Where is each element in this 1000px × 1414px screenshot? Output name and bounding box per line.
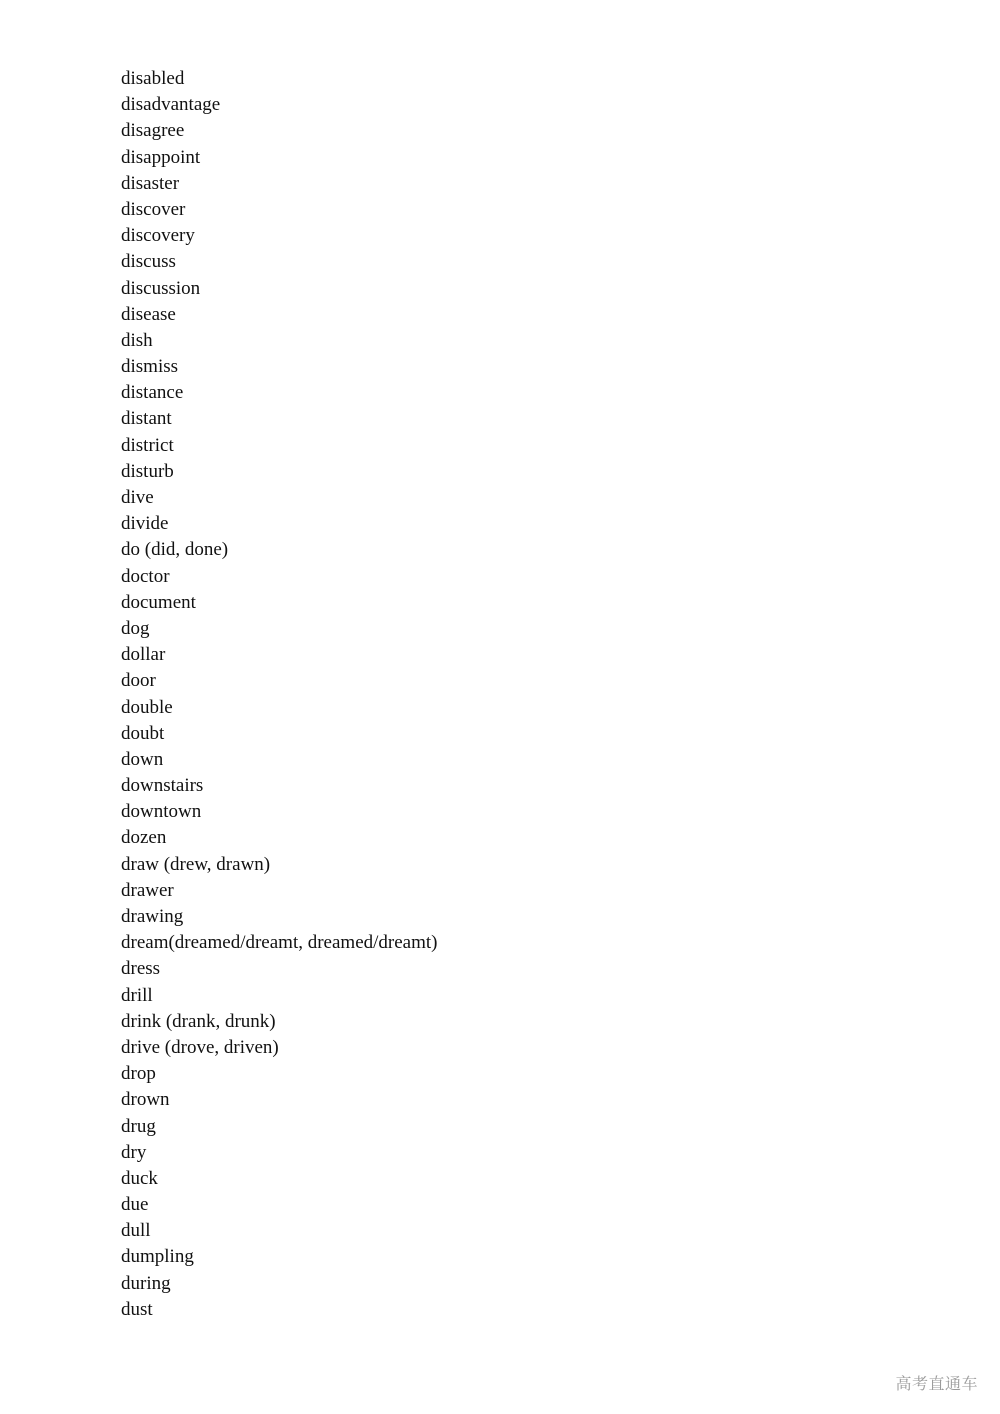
vocabulary-word: due bbox=[121, 1194, 149, 1216]
vocabulary-word: drawing bbox=[121, 906, 184, 927]
vocabulary-word: doubt bbox=[121, 722, 165, 744]
vocabulary-word: distance bbox=[121, 382, 184, 404]
vocabulary-word: district bbox=[121, 434, 174, 456]
vocabulary-word: divide bbox=[121, 513, 169, 535]
vocabulary-word: dive bbox=[121, 487, 154, 508]
vocabulary-word: do (did, done) bbox=[121, 539, 229, 561]
vocabulary-word: drink (drank, drunk) bbox=[121, 1010, 276, 1032]
vocabulary-word: dry bbox=[121, 1141, 147, 1163]
vocabulary-word: drug bbox=[121, 1115, 156, 1137]
vocabulary-list bbox=[121, 66, 438, 1323]
vocabulary-word: duck bbox=[121, 1167, 158, 1189]
vocabulary-word: discussion bbox=[121, 277, 201, 299]
vocabulary-word: disabled bbox=[121, 68, 185, 89]
vocabulary-word: dish bbox=[121, 329, 153, 351]
vocabulary-word: dull bbox=[121, 1220, 151, 1242]
vocabulary-word: discuss bbox=[121, 251, 176, 273]
vocabulary-word: disagree bbox=[121, 120, 185, 142]
vocabulary-word: drawer bbox=[121, 879, 174, 901]
vocabulary-word: document bbox=[121, 591, 196, 613]
vocabulary-word: disadvantage bbox=[121, 94, 221, 116]
vocabulary-word: drill bbox=[121, 984, 153, 1006]
vocabulary-word: dozen bbox=[121, 827, 167, 849]
vocabulary-word: downstairs bbox=[121, 775, 204, 797]
vocabulary-word: downtown bbox=[121, 801, 202, 823]
vocabulary-word: double bbox=[121, 696, 173, 718]
vocabulary-word: disease bbox=[121, 303, 176, 325]
vocabulary-word: down bbox=[121, 748, 164, 770]
vocabulary-word: dumpling bbox=[121, 1246, 194, 1268]
watermark: 高考直通车 bbox=[895, 1374, 978, 1393]
vocabulary-word: dress bbox=[121, 958, 161, 980]
vocabulary-word: drive (drove, driven) bbox=[121, 1036, 279, 1058]
vocabulary-word: draw (drew, drawn) bbox=[121, 853, 271, 875]
vocabulary-word: dog bbox=[121, 617, 150, 639]
vocabulary-word: disappoint bbox=[121, 146, 201, 168]
vocabulary-word: disturb bbox=[121, 460, 174, 482]
vocabulary-word: door bbox=[121, 670, 156, 692]
vocabulary-word: disaster bbox=[121, 172, 180, 194]
vocabulary-word: during bbox=[121, 1272, 171, 1294]
vocabulary-word: dream(dreamed/dreamt, dreamed/dreamt) bbox=[121, 932, 438, 954]
vocabulary-word: dollar bbox=[121, 644, 166, 666]
vocabulary-word: dust bbox=[121, 1298, 153, 1320]
vocabulary-word: distant bbox=[121, 408, 172, 430]
vocabulary-word: discover bbox=[121, 198, 186, 220]
vocabulary-word: drop bbox=[121, 1063, 156, 1085]
vocabulary-word: drown bbox=[121, 1089, 170, 1111]
vocabulary-word: discovery bbox=[121, 225, 195, 247]
vocabulary-word: doctor bbox=[121, 565, 170, 587]
vocabulary-word: dismiss bbox=[121, 356, 179, 378]
